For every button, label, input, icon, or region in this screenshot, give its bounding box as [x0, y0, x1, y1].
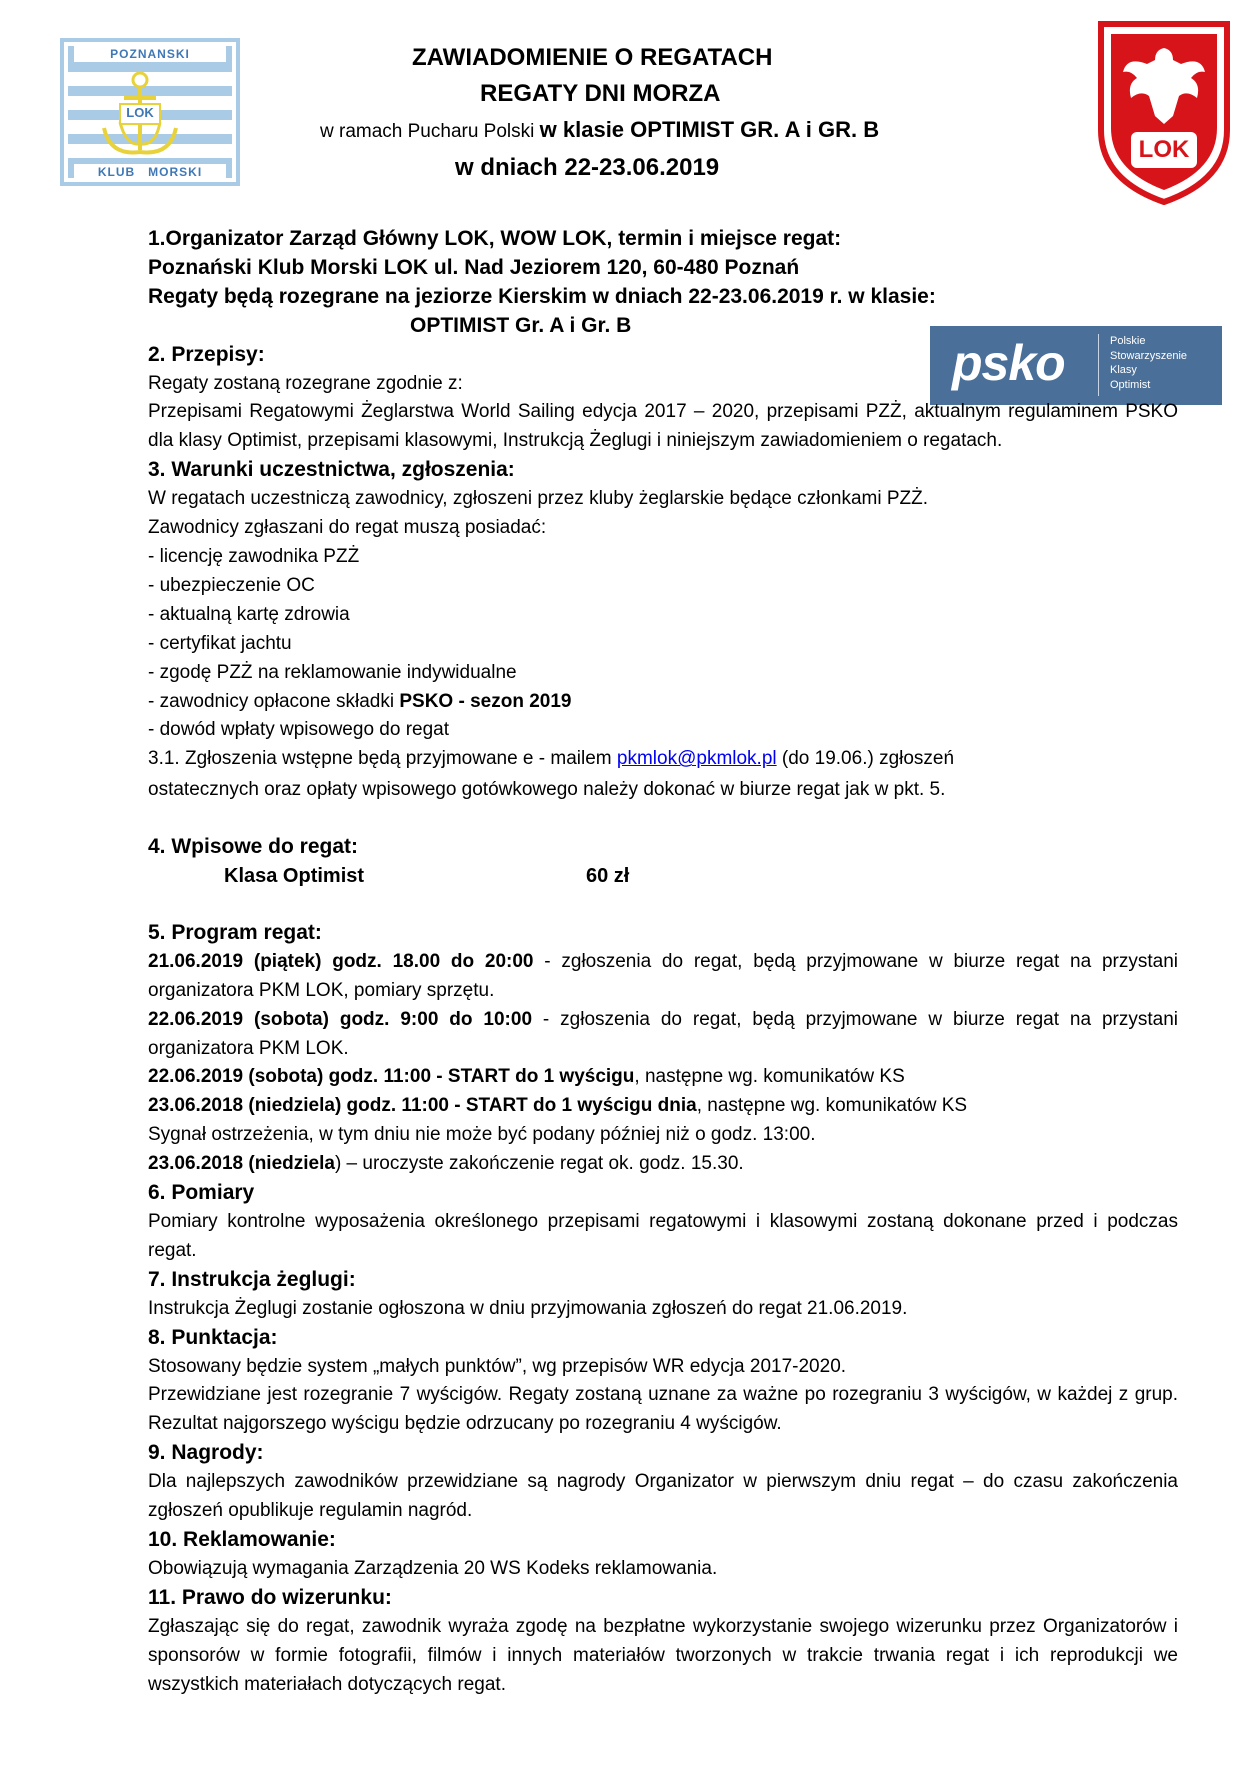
s5-e1-bold: 21.06.2019 (piątek) godz. 18.00 do 20:00 [148, 950, 534, 972]
s4-fee-row [148, 862, 1178, 891]
s8-title: 8. Punktacja: [148, 1325, 278, 1349]
psko-caption-4: Optimist [1110, 378, 1151, 391]
title-line-1: ZAWIADOMIENIE O REGATACH [412, 44, 773, 71]
s3-item-3: - aktualną kartę zdrowia [148, 603, 350, 625]
s5-e3 [148, 1063, 1178, 1092]
s3-item-6 [148, 688, 1178, 717]
psko-caption-2: Stowarzyszenie [1110, 349, 1188, 362]
s5-e2-bold: 22.06.2019 (sobota) godz. 9:00 do 10:00 [148, 1008, 533, 1030]
s5-e4-bold: 23.06.2018 (niedziela) godz. 11:00 - START do 1 wyścigu dnia [148, 1095, 697, 1117]
lok-shield-text: LOK [1138, 136, 1190, 163]
s4-fee: 60 zł [586, 865, 630, 888]
s1-line4: OPTIMIST Gr. A i Gr. B [410, 313, 632, 337]
s1-line3: Regaty będą rozegrane na jeziorze Kierskim w dniach 22-23.06.2019 r. w klasie: [148, 284, 936, 308]
s9-title: 9. Nagrody: [148, 1441, 264, 1465]
s10-title: 10. Reklamowanie: [148, 1527, 336, 1551]
s5-title: 5. Program regat: [148, 920, 322, 944]
title-line-3 [320, 112, 1020, 150]
email-link[interactable]: pkmlok@pkmlok.pl [616, 748, 777, 770]
s5-e4 [148, 1092, 1178, 1121]
psko-brand: psko [952, 335, 1065, 391]
s3-title: 3. Warunki uczestnictwa, zgłoszenia: [148, 458, 515, 482]
pkm-lok-logo [60, 38, 240, 186]
s3-p1: W regatach uczestniczą zawodnicy, zgłoszeni przez kluby żeglarskie będące członkami PZŻ. [148, 488, 929, 510]
psko-caption-1: Polskie [1110, 335, 1146, 347]
s3-item-6-bold: PSKO - sezon 2019 [399, 690, 572, 712]
s8-p1: Stosowany będzie system „małych punktów”, wg przepisów WR edycja 2017-2020. [148, 1355, 847, 1377]
title-line-4: w dniach 22-23.06.2019 [455, 154, 720, 181]
s3-p31-line2: ostatecznych oraz opłaty wpisowego gotówkowego należy dokonać w biurze regat jak w pkt. 5. [148, 779, 946, 801]
s4-title: 4. Wpisowe do regat: [148, 835, 359, 859]
s4-class-label: Klasa Optimist [224, 865, 365, 888]
s11-title: 11. Prawo do wizerunku: [148, 1585, 392, 1609]
s3-item-6-text: - zawodnicy opłacone składki [148, 690, 400, 712]
s3-item-1: - licencję zawodnika PZŻ [148, 545, 360, 567]
s5-e4-rest: , następne wg. komunikatów KS [696, 1095, 968, 1117]
title-line-3-small: w ramach Pucharu Polski [320, 121, 540, 142]
s3-p31-text: 3.1. Zgłoszenia wstępne będą przyjmowane e - mailem [148, 748, 617, 770]
s5-e6-rest: ) – uroczyste zakończenie regat ok. godz. 15.30. [334, 1153, 744, 1175]
s3-p31 [148, 745, 1178, 774]
logo-top-text: POZNANSKI [110, 47, 190, 61]
s3-item-7: - dowód wpłaty wpisowego do regat [148, 719, 450, 741]
s3-item-5: - zgodę PZŻ na reklamowanie indywidualne [148, 661, 517, 683]
s2-p2: Przepisami Regatowymi Żeglarstwa World Sailing edycja 2017 – 2020, przepisami PZŻ, aktualnym regulaminem PSKO dla klasy Optimist, przepisami klasowymi, Instrukcją Żeglugi i niniejszym zawiadomieniem o regatach. [148, 401, 1178, 452]
s5-e3-bold: 22.06.2019 (sobota) godz. 11:00 - START do 1 wyścigu [148, 1066, 635, 1088]
s6-title: 6. Pomiary [148, 1181, 255, 1205]
s2-p1: Regaty zostaną rozegrane zgodnie z: [148, 372, 463, 394]
s7-p1: Instrukcja Żeglugi zostanie ogłoszona w dniu przyjmowania zgłoszeń do regat 21.06.2019. [148, 1297, 908, 1319]
s9-p1: Dla najlepszych zawodników przewidziane są nagrody Organizator w pierwszym dniu regat – do czasu zakończenia zgłoszeń opublikuje regulamin nagród. [148, 1471, 1178, 1522]
s5-e2-rest: - zgłoszenia do regat, będą przyjmowane w biurze regat na przystani organizatora PKM LOK. [148, 1008, 1178, 1059]
s11-p1: Zgłaszając się do regat, zawodnik wyraża zgodę na bezpłatne wykorzystanie swojego wizerunku przez Organizatorów i sponsorów w formie fotografii, filmów i innych materiałów tworzonych w trakcie trwania regat i ich reprodukcji we wszystkich materiałach dotyczących regat. [148, 1615, 1178, 1695]
s5-e1 [148, 948, 1178, 1006]
s6-p1: Pomiary kontrolne wyposażenia określonego przepisami regatowymi i klasowymi zostaną dokonane przed i podczas regat. [148, 1211, 1178, 1261]
s5-e6 [148, 1150, 1178, 1179]
s8-p2: Przewidziane jest rozegranie 7 wyścigów. Regaty zostaną uznane za ważne po rozegraniu 3 wyścigów, w każdej z grup. Rezultat najgorszego wyścigu będzie odrzucany po rozegraniu 4 wyścigów. [148, 1384, 1178, 1435]
logo-bottom-text: KLUB MORSKI [97, 165, 203, 179]
s5-e2 [148, 1006, 1178, 1064]
psko-caption-3: Klasy [1110, 364, 1137, 376]
s3-p2: Zawodnicy zgłaszani do regat muszą posiadać: [148, 517, 547, 539]
s3-item-4: - certyfikat jachtu [148, 632, 292, 654]
lok-shield-logo [1097, 20, 1231, 205]
logo-mid-text: LOK [126, 105, 154, 120]
title-line-3-big: w klasie OPTIMIST GR. A i GR. B [539, 117, 880, 142]
s1-line2: Poznański Klub Morski LOK ul. Nad Jeziorem 120, 60-480 Poznań [148, 255, 800, 279]
s3-item-2: - ubezpieczenie OC [148, 574, 315, 596]
s7-title: 7. Instrukcja żeglugi: [148, 1267, 356, 1291]
s5-e6-bold: 23.06.2018 (niedziela [148, 1153, 335, 1175]
s5-e1-rest: - zgłoszenia do regat, będą przyjmowane w biurze regat na przystani organizatora PKM LOK, pomiary sprzętu. [148, 950, 1178, 1001]
title-line-2: REGATY DNI MORZA [480, 80, 721, 107]
s1-title: 1.Organizator Zarząd Główny LOK, WOW LOK, termin i miejsce regat: [148, 227, 842, 250]
s2-title: 2. Przepisy: [148, 342, 265, 366]
s5-e5: Sygnał ostrzeżenia, w tym dniu nie może być podany później niż o godz. 13:00. [148, 1124, 816, 1146]
document-body [148, 225, 1178, 1699]
s10-p1: Obowiązują wymagania Zarządzenia 20 WS Kodeks reklamowania. [148, 1557, 718, 1579]
s5-e3-rest: , następne wg. komunikatów KS [634, 1066, 905, 1088]
document-title [320, 40, 1020, 186]
s3-p31-post: (do 19.06.) zgłoszeń [776, 748, 955, 770]
